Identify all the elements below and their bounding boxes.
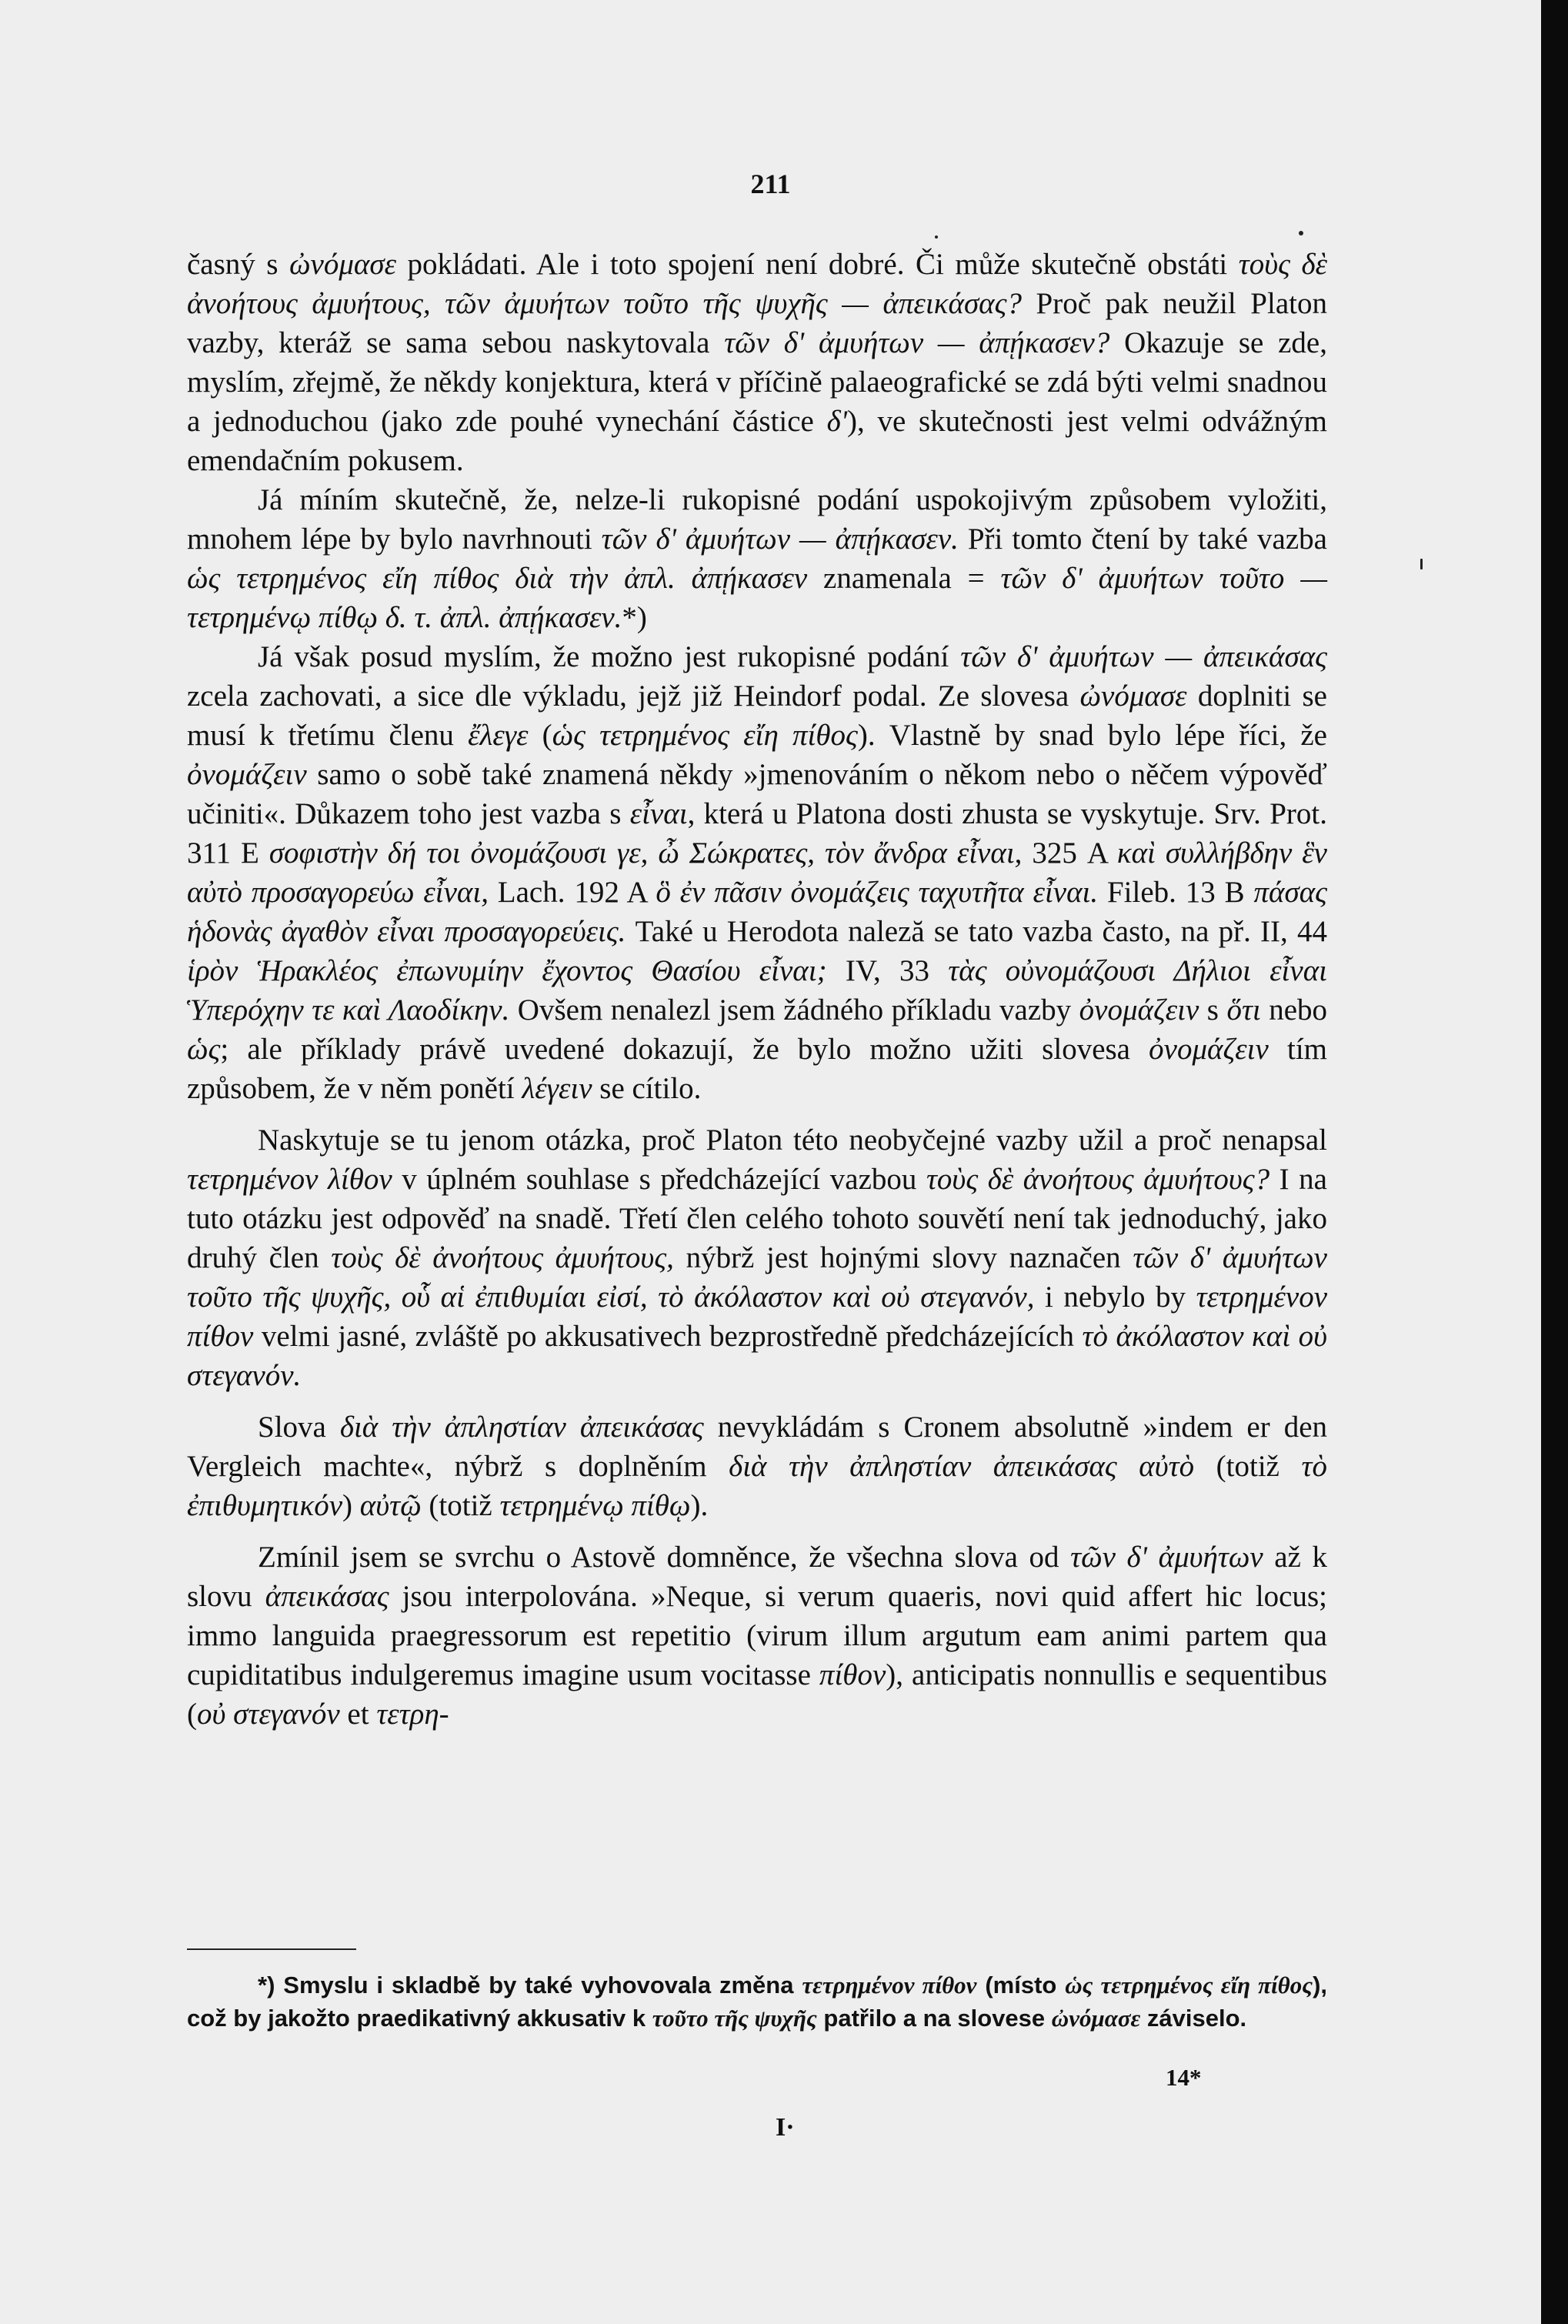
footnote bbox=[187, 1968, 1327, 2035]
text-run: ( bbox=[528, 719, 552, 752]
greek-quote: τετρημένῳ πίθῳ bbox=[499, 1489, 691, 1522]
text-run: Ovšem nenalezl jsem žádného příkladu vazby bbox=[509, 993, 1079, 1027]
footnote-text bbox=[187, 1972, 1327, 2032]
text-run: 325 A bbox=[1022, 836, 1117, 870]
text-run: tím způsobem, že v něm ponětí bbox=[187, 1033, 1327, 1105]
greek-quote: τετρημένον λίθον bbox=[187, 1163, 392, 1196]
greek-quote: τῶν δ' ἀμυήτων — ἀπῄκασεν? bbox=[724, 326, 1110, 359]
page-number: 211 bbox=[750, 169, 791, 199]
text-run: zcela zachovati, a sice dle výkladu, jejž již Heindorf podal. Ze slovesa bbox=[187, 680, 1080, 713]
greek-quote: ὡς τετρημένος εἴη πίθος διὰ τὴν ἀπλ. ἀπῄκασεν bbox=[187, 562, 808, 595]
text-run: znamenala = bbox=[807, 562, 1001, 595]
text-run: s bbox=[1199, 993, 1227, 1027]
paragraph bbox=[187, 637, 1327, 1108]
greek-quote: ὡς τετρημένος εἴη πίθος bbox=[1065, 1972, 1313, 1998]
greek-quote: τοὺς δὲ ἀνοήτους ἀμυήτους, τῶν ἀμυήτων τοῦτο τῆς ψυχῆς — ἀπεικάσας? bbox=[187, 248, 1327, 320]
text-run: patřilo a na slovese bbox=[816, 2005, 1052, 2032]
greek-quote: εἶναι bbox=[629, 797, 688, 830]
text-run: velmi jasné, zvláště po akkusativech bezprostředně předcházejících bbox=[253, 1320, 1083, 1353]
greek-quote: οὐ στεγανόν bbox=[197, 1698, 340, 1731]
paragraph bbox=[187, 480, 1327, 637]
text-run: ). Vlastně by snad bylo lépe říci, že bbox=[857, 719, 1327, 752]
text-run: nebo bbox=[1260, 993, 1328, 1027]
text-run: ; ale příklady právě uvedené dokazují, že bylo možno užiti slovesa bbox=[220, 1033, 1149, 1066]
text-run: ), anticipatis nonnullis e sequentibus ( bbox=[187, 1658, 1327, 1731]
greek-quote: τὸ ἀκόλαστον καὶ οὐ στεγανόν. bbox=[187, 1320, 1327, 1392]
greek-quote: ὀνομάζειν bbox=[1079, 993, 1199, 1027]
text-run: (totiž bbox=[421, 1489, 500, 1522]
text-run: Zmínil jsem se svrchu o Astově domněnce, že všechna slova od bbox=[258, 1541, 1071, 1574]
text-run: Naskytuje se tu jenom otázka, proč Platon této neobyčejné vazby užil a proč nenapsal bbox=[258, 1124, 1327, 1157]
greek-quote: ὠνόμασε bbox=[1079, 680, 1187, 713]
text-run: IV, 33 bbox=[826, 954, 949, 987]
greek-quote: τετρημένον πίθον bbox=[187, 1281, 1328, 1353]
greek-quote: ὠνόμασε bbox=[1051, 2005, 1141, 2032]
text-run: až k slovu bbox=[187, 1541, 1328, 1613]
text-run: časný s bbox=[187, 248, 289, 281]
text-run: *) Smyslu i skladbě by také vyhovovala změna bbox=[258, 1972, 802, 1998]
greek-quote: ὃ ἐν πᾶσιν ὀνομάζεις ταχυτῆτα εἶναι. bbox=[656, 876, 1099, 909]
text-run: Já však posud myslím, že možno jest rukopisné podání bbox=[258, 640, 961, 673]
text-run: Lach. 192 A bbox=[488, 876, 656, 909]
text-run: Při tomto čtení by také vazba bbox=[958, 523, 1327, 556]
paragraph bbox=[187, 245, 1327, 480]
text-run: se cítilo. bbox=[592, 1072, 702, 1105]
greek-quote: ὡς τετρημένος εἴη πίθος bbox=[552, 719, 858, 752]
greek-quote: τῶν δ' ἀμυήτων — ἀπεικάσας bbox=[960, 640, 1327, 673]
text-run: Slova bbox=[258, 1411, 340, 1444]
greek-quote: διὰ τὴν ἀπληστίαν ἀπεικάσας αὐτὸ bbox=[729, 1450, 1195, 1483]
greek-quote: τῶν δ' ἀμυήτων bbox=[1070, 1541, 1263, 1574]
greek-quote: τῶν δ' ἀμυήτων — ἀπῄκασεν. bbox=[601, 523, 959, 556]
greek-quote: τετρημένον πίθον bbox=[802, 1972, 977, 1998]
text-run: v úplném souhlase s předcházející vazbou bbox=[392, 1163, 926, 1196]
paragraph bbox=[187, 1407, 1327, 1525]
greek-quote: πίθον bbox=[819, 1658, 886, 1691]
greek-quote: ἱρὸν Ἡρακλέος ἐπωνυμίην ἔχοντος Θασίου εἶναι; bbox=[187, 954, 827, 987]
greek-quote: ὠνόμασε bbox=[289, 248, 396, 281]
greek-quote: τοὺς δὲ ἀνοήτους ἀμυήτους, bbox=[331, 1241, 674, 1274]
text-run: doplniti se musí k třetímu členu bbox=[187, 680, 1327, 752]
text-run: Já míním skutečně, že, nelze-li rukopisné podání uspokojivým způsobem vyložiti, mnohem lépe by bylo navrhnouti bbox=[187, 483, 1327, 556]
text-run: I na tuto otázku jest odpověď na snadě. Třetí člen celého tohoto souvětí není tak jednoduchý, jako druhý člen bbox=[187, 1163, 1327, 1274]
greek-quote: ἔλεγε bbox=[468, 719, 529, 752]
text-run: Okazuje se zde, myslím, zřejmě, že někdy konjektura, která v příčině palaeografické se zdá býti velmi snadnou a jednoduchou (jako zde pouhé vynechání částice bbox=[187, 326, 1327, 438]
text-run: pokládati. Ale i toto spojení není dobré. Či může skutečně obstáti bbox=[396, 248, 1239, 281]
greek-quote: καὶ συλλήβδην ἓν αὐτὸ προσαγορεύω εἶναι, bbox=[187, 836, 1327, 909]
greek-quote: τῶν δ' ἀμυήτων τοῦτο — τετρημένῳ πίθῳ δ. τ. ἀπλ. ἀπῄκασεν. bbox=[187, 562, 1328, 634]
text-run: jsou interpolována. »Neque, si verum quaeris, novi quid affert hic locus; immo languida praegressorum est repetitio (virum illum argutum eam animi partem qua cupiditatibus indulgeremus imagine usum vocitasse bbox=[187, 1580, 1327, 1691]
footnote-rule bbox=[187, 1948, 356, 1950]
text-run: ), ve skutečnosti jest velmi odvážným emendačním pokusem. bbox=[187, 405, 1327, 477]
greek-quote: ὀνομάζειν bbox=[187, 758, 307, 791]
text-run: ), což by jakožto praedikativný akkusativ k bbox=[187, 1972, 1327, 2032]
greek-quote: τὰς οὐνομάζουσι Δήλιοι εἶναι Ὑπερόχην τε καὶ Λαοδίκην. bbox=[187, 954, 1328, 1027]
text-run: *) bbox=[622, 601, 647, 634]
text-run: nýbrž jest hojnými slovy naznačen bbox=[673, 1241, 1133, 1274]
text-run: Také u Herodota naleză se tato vazba často, na př. II, 44 bbox=[626, 915, 1327, 948]
greek-quote: αὐτῷ bbox=[359, 1489, 422, 1522]
greek-quote: διὰ τὴν ἀπληστίαν ἀπεικάσας bbox=[339, 1411, 704, 1444]
greek-quote: ὅτι bbox=[1226, 993, 1261, 1027]
text-run: i nebylo by bbox=[1034, 1281, 1196, 1314]
text-run: (totiž bbox=[1194, 1450, 1302, 1483]
greek-quote: ὀνομάζειν bbox=[1149, 1033, 1269, 1066]
text-run: Fileb. 13 B bbox=[1098, 876, 1254, 909]
text-run: ). bbox=[690, 1489, 709, 1522]
paragraph bbox=[187, 1538, 1327, 1734]
greek-quote: τετρη- bbox=[376, 1698, 449, 1731]
text-run: samo o sobě také znamená někdy »jmenováním o někom nebo o něčem výpověď učiniti«. Důkazem toho jest vazba s bbox=[187, 758, 1327, 830]
signature-mark: I· bbox=[776, 2113, 795, 2142]
greek-quote: σοφιστὴν δή τοι ὀνομάζουσι γε, ὦ Σώκρατες, τὸν ἄνδρα εἶναι, bbox=[269, 836, 1023, 870]
text-run: (místo bbox=[976, 1972, 1066, 1998]
greek-quote: τῶν δ' ἀμυήτων τοῦτο τῆς ψυχῆς, οὗ αἱ ἐπιθυμίαι εἰσί, τὸ ἀκόλαστον καὶ οὐ στεγανόν, bbox=[187, 1241, 1327, 1314]
greek-quote: τὸ ἐπιθυμητικόν bbox=[187, 1450, 1327, 1522]
body-text bbox=[187, 245, 1327, 1734]
text-run: Proč pak neužil Platon vazby, kteráž se sama sebou naskytovala bbox=[187, 287, 1327, 359]
text-run: , která u Platona dosti zhusta se vyskytuje. Srv. Prot. 311 E bbox=[187, 797, 1327, 870]
greek-quote: τοῦτο τῆς ψυχῆς bbox=[652, 2005, 817, 2032]
sheet-signature: 14* bbox=[1166, 2064, 1202, 2091]
text-run: nevykládám s Cronem absolutně »indem er den Vergleich machte«, nýbrž s doplněním bbox=[187, 1411, 1328, 1483]
text-run: et bbox=[339, 1698, 377, 1731]
greek-quote: ὡς bbox=[187, 1033, 221, 1066]
greek-quote: λέγειν bbox=[522, 1072, 592, 1105]
paragraph bbox=[187, 1120, 1327, 1395]
text-run: záviselo. bbox=[1140, 2005, 1247, 2032]
text-run: ) bbox=[342, 1489, 360, 1522]
greek-quote: ἀπεικάσας bbox=[265, 1580, 389, 1613]
greek-quote: πάσας ἡδονὰς ἀγαθὸν εἶναι προσαγορεύεις. bbox=[187, 876, 1327, 948]
greek-quote: τοὺς δὲ ἀνοήτους ἀμυήτους? bbox=[926, 1163, 1270, 1196]
greek-quote: δ' bbox=[826, 405, 848, 438]
